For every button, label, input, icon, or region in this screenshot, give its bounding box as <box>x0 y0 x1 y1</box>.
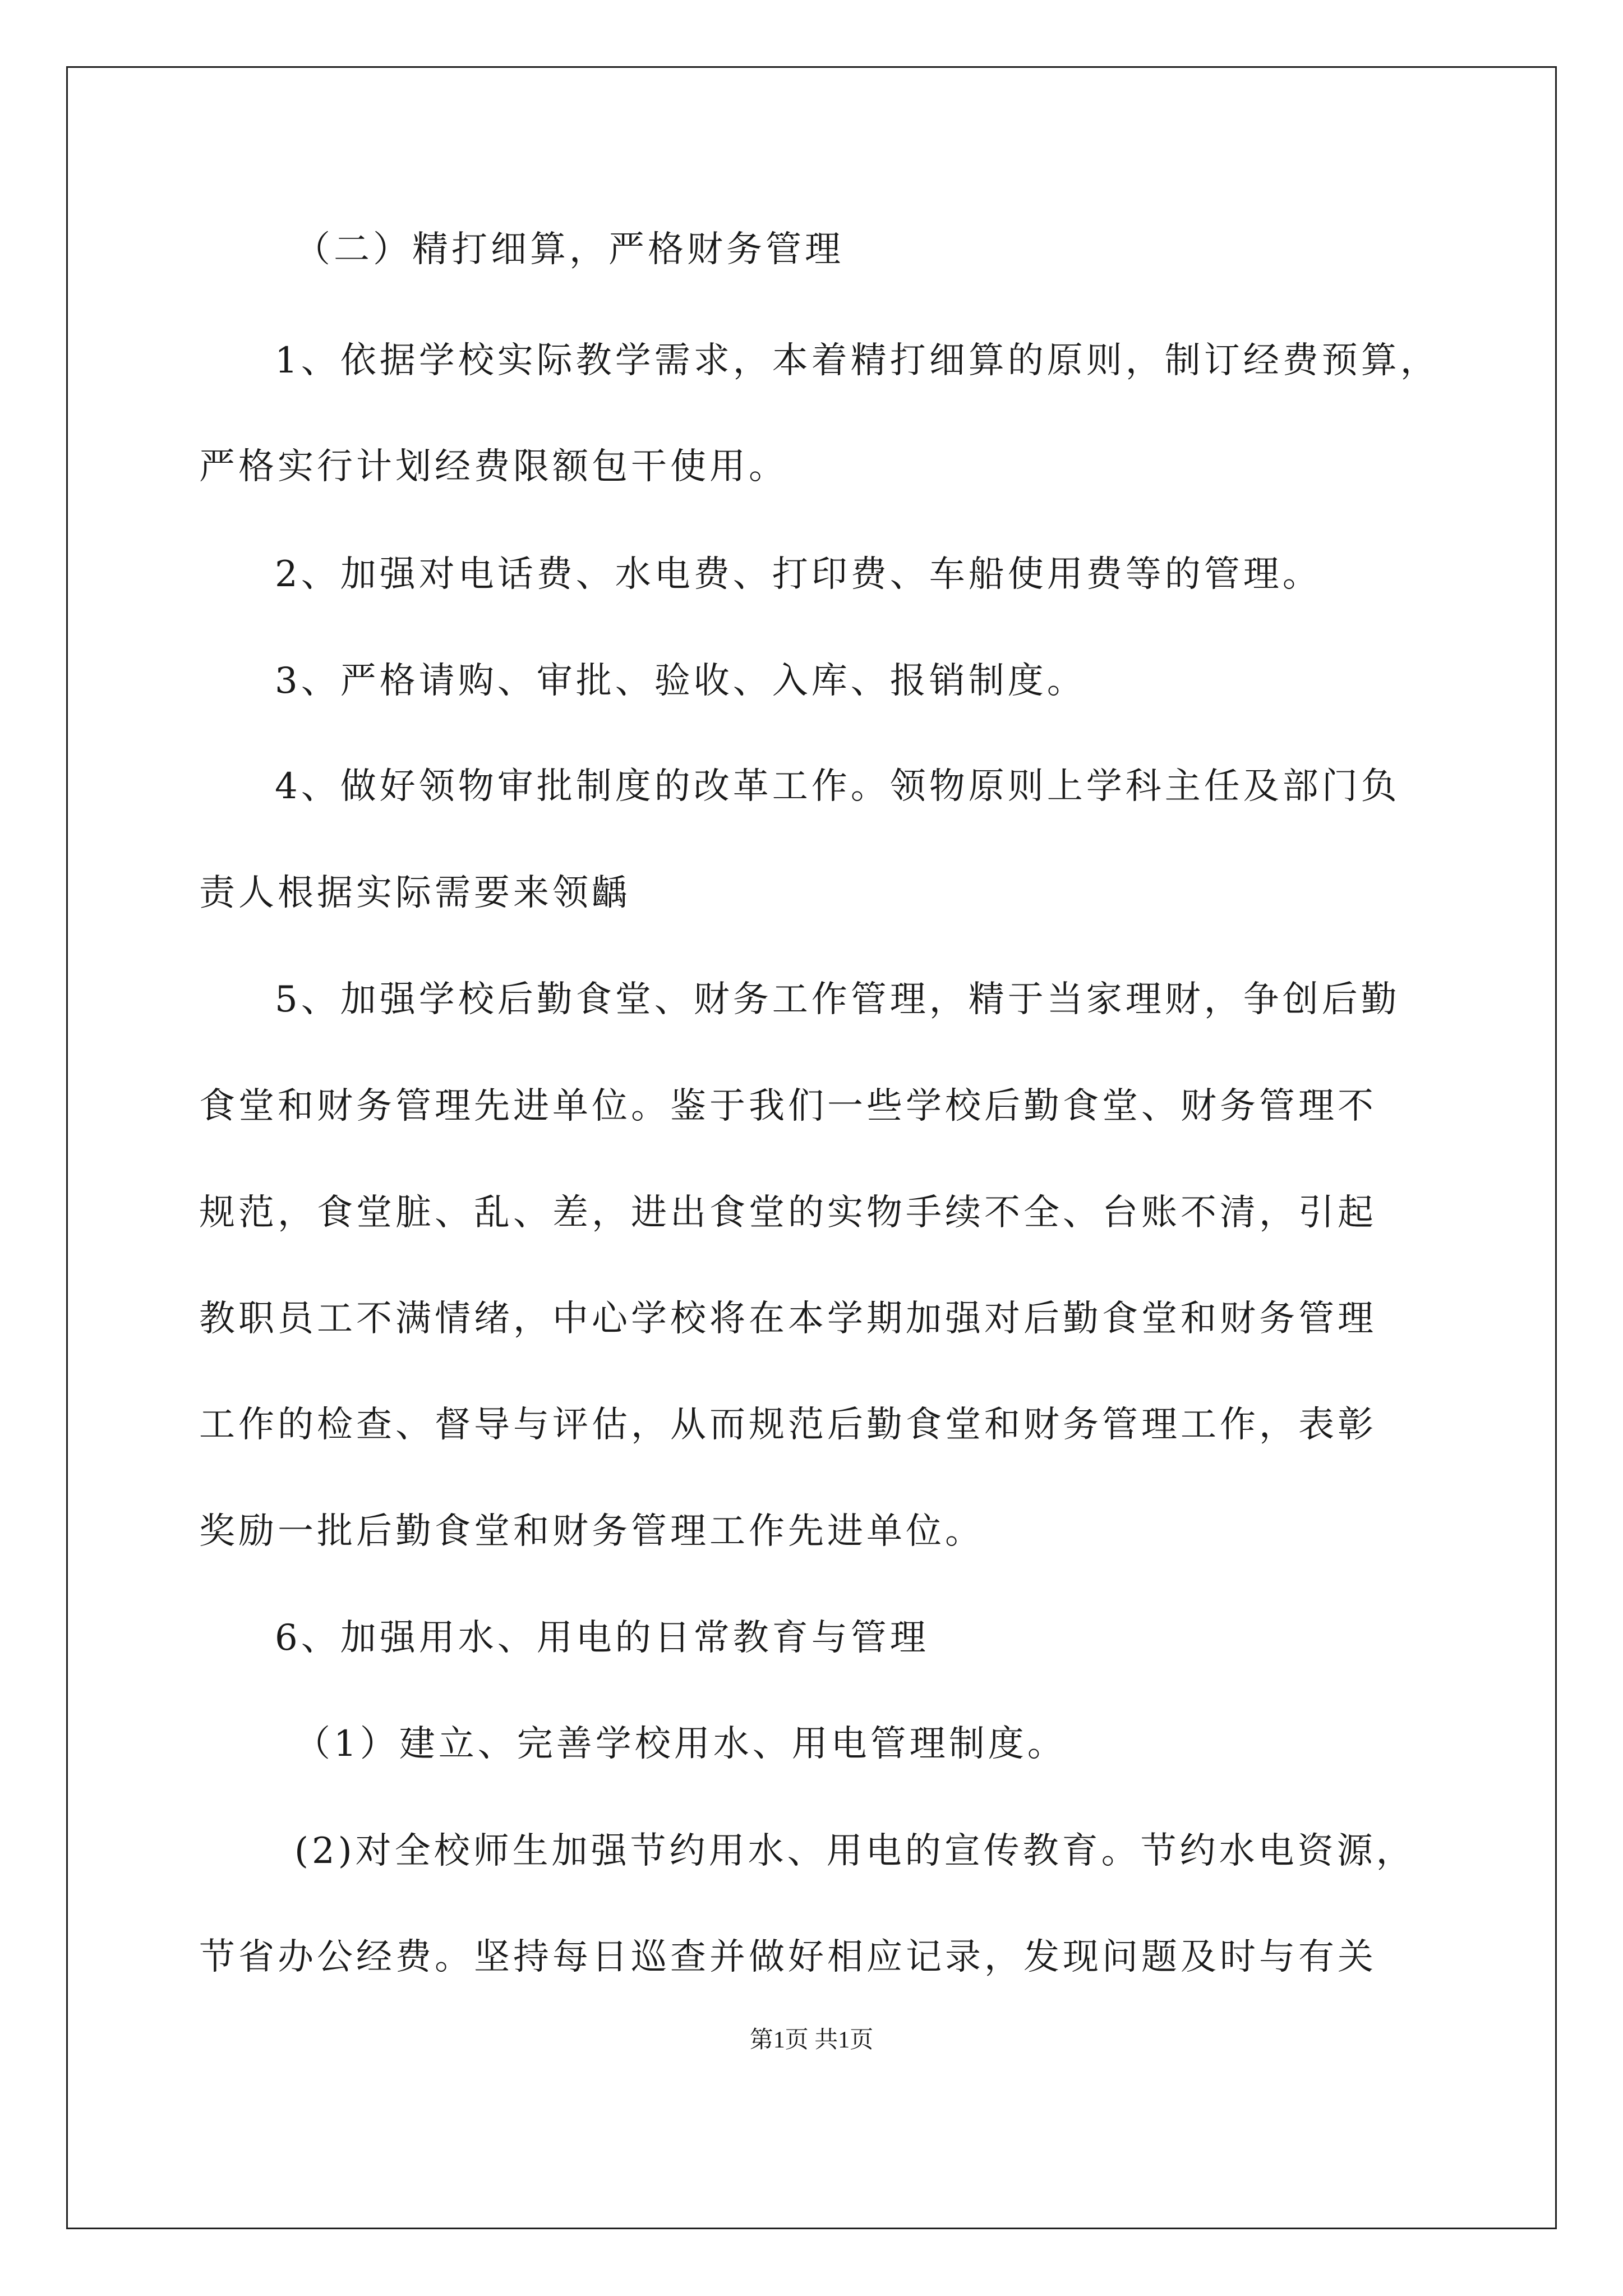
paragraph-line: 6、加强用水、用电的日常教育与管理 <box>275 1617 929 1659</box>
paragraph-line: 严格实行计划经费限额包干使用。 <box>199 446 788 487</box>
paragraph-line: 3、严格请购、审批、验收、入库、报销制度。 <box>275 660 1086 702</box>
paragraph-line: 2、加强对电话费、水电费、打印费、车船使用费等的管理。 <box>275 554 1322 595</box>
paragraph-line: 4、做好领物审批制度的改革工作。领物原则上学科主任及部门负 <box>275 766 1400 807</box>
paragraph-line: 工作的检查、督导与评估，从而规范后勤食堂和财务管理工作，表彰 <box>199 1404 1377 1446</box>
page-footer: 第1页 共1页 <box>749 2027 874 2053</box>
paragraph-line: 1、依据学校实际教学需求，本着精打细算的原则，制订经费预算， <box>275 340 1440 381</box>
paragraph-line: 食堂和财务管理先进单位。鉴于我们一些学校后勤食堂、财务管理不 <box>199 1085 1377 1127</box>
paragraph-line: 教职员工不满情绪，中心学校将在本学期加强对后勤食堂和财务管理 <box>199 1298 1377 1340</box>
paragraph-line: 5、加强学校后勤食堂、财务工作管理，精于当家理财，争创后勤 <box>275 979 1400 1020</box>
section-heading: （二）精打细算，严格财务管理 <box>294 229 844 270</box>
paragraph-line: 节省办公经费。坚持每日巡查并做好相应记录，发现问题及时与有关 <box>199 1936 1377 1978</box>
paragraph-line: 奖励一批后勤食堂和财务管理工作先进单位。 <box>199 1511 984 1552</box>
paragraph-line: (2)对全校师生加强节约用水、用电的宣传教育。节约水电资源， <box>294 1830 1415 1872</box>
paragraph-line: （1）建立、完善学校用水、用电管理制度。 <box>294 1723 1067 1765</box>
paragraph-line: 规范，食堂脏、乱、差，进出食堂的实物手续不全、台账不清，引起 <box>199 1192 1377 1234</box>
paragraph-line: 责人根据实际需要来领齲 <box>199 872 631 914</box>
page-border <box>66 66 1557 2229</box>
